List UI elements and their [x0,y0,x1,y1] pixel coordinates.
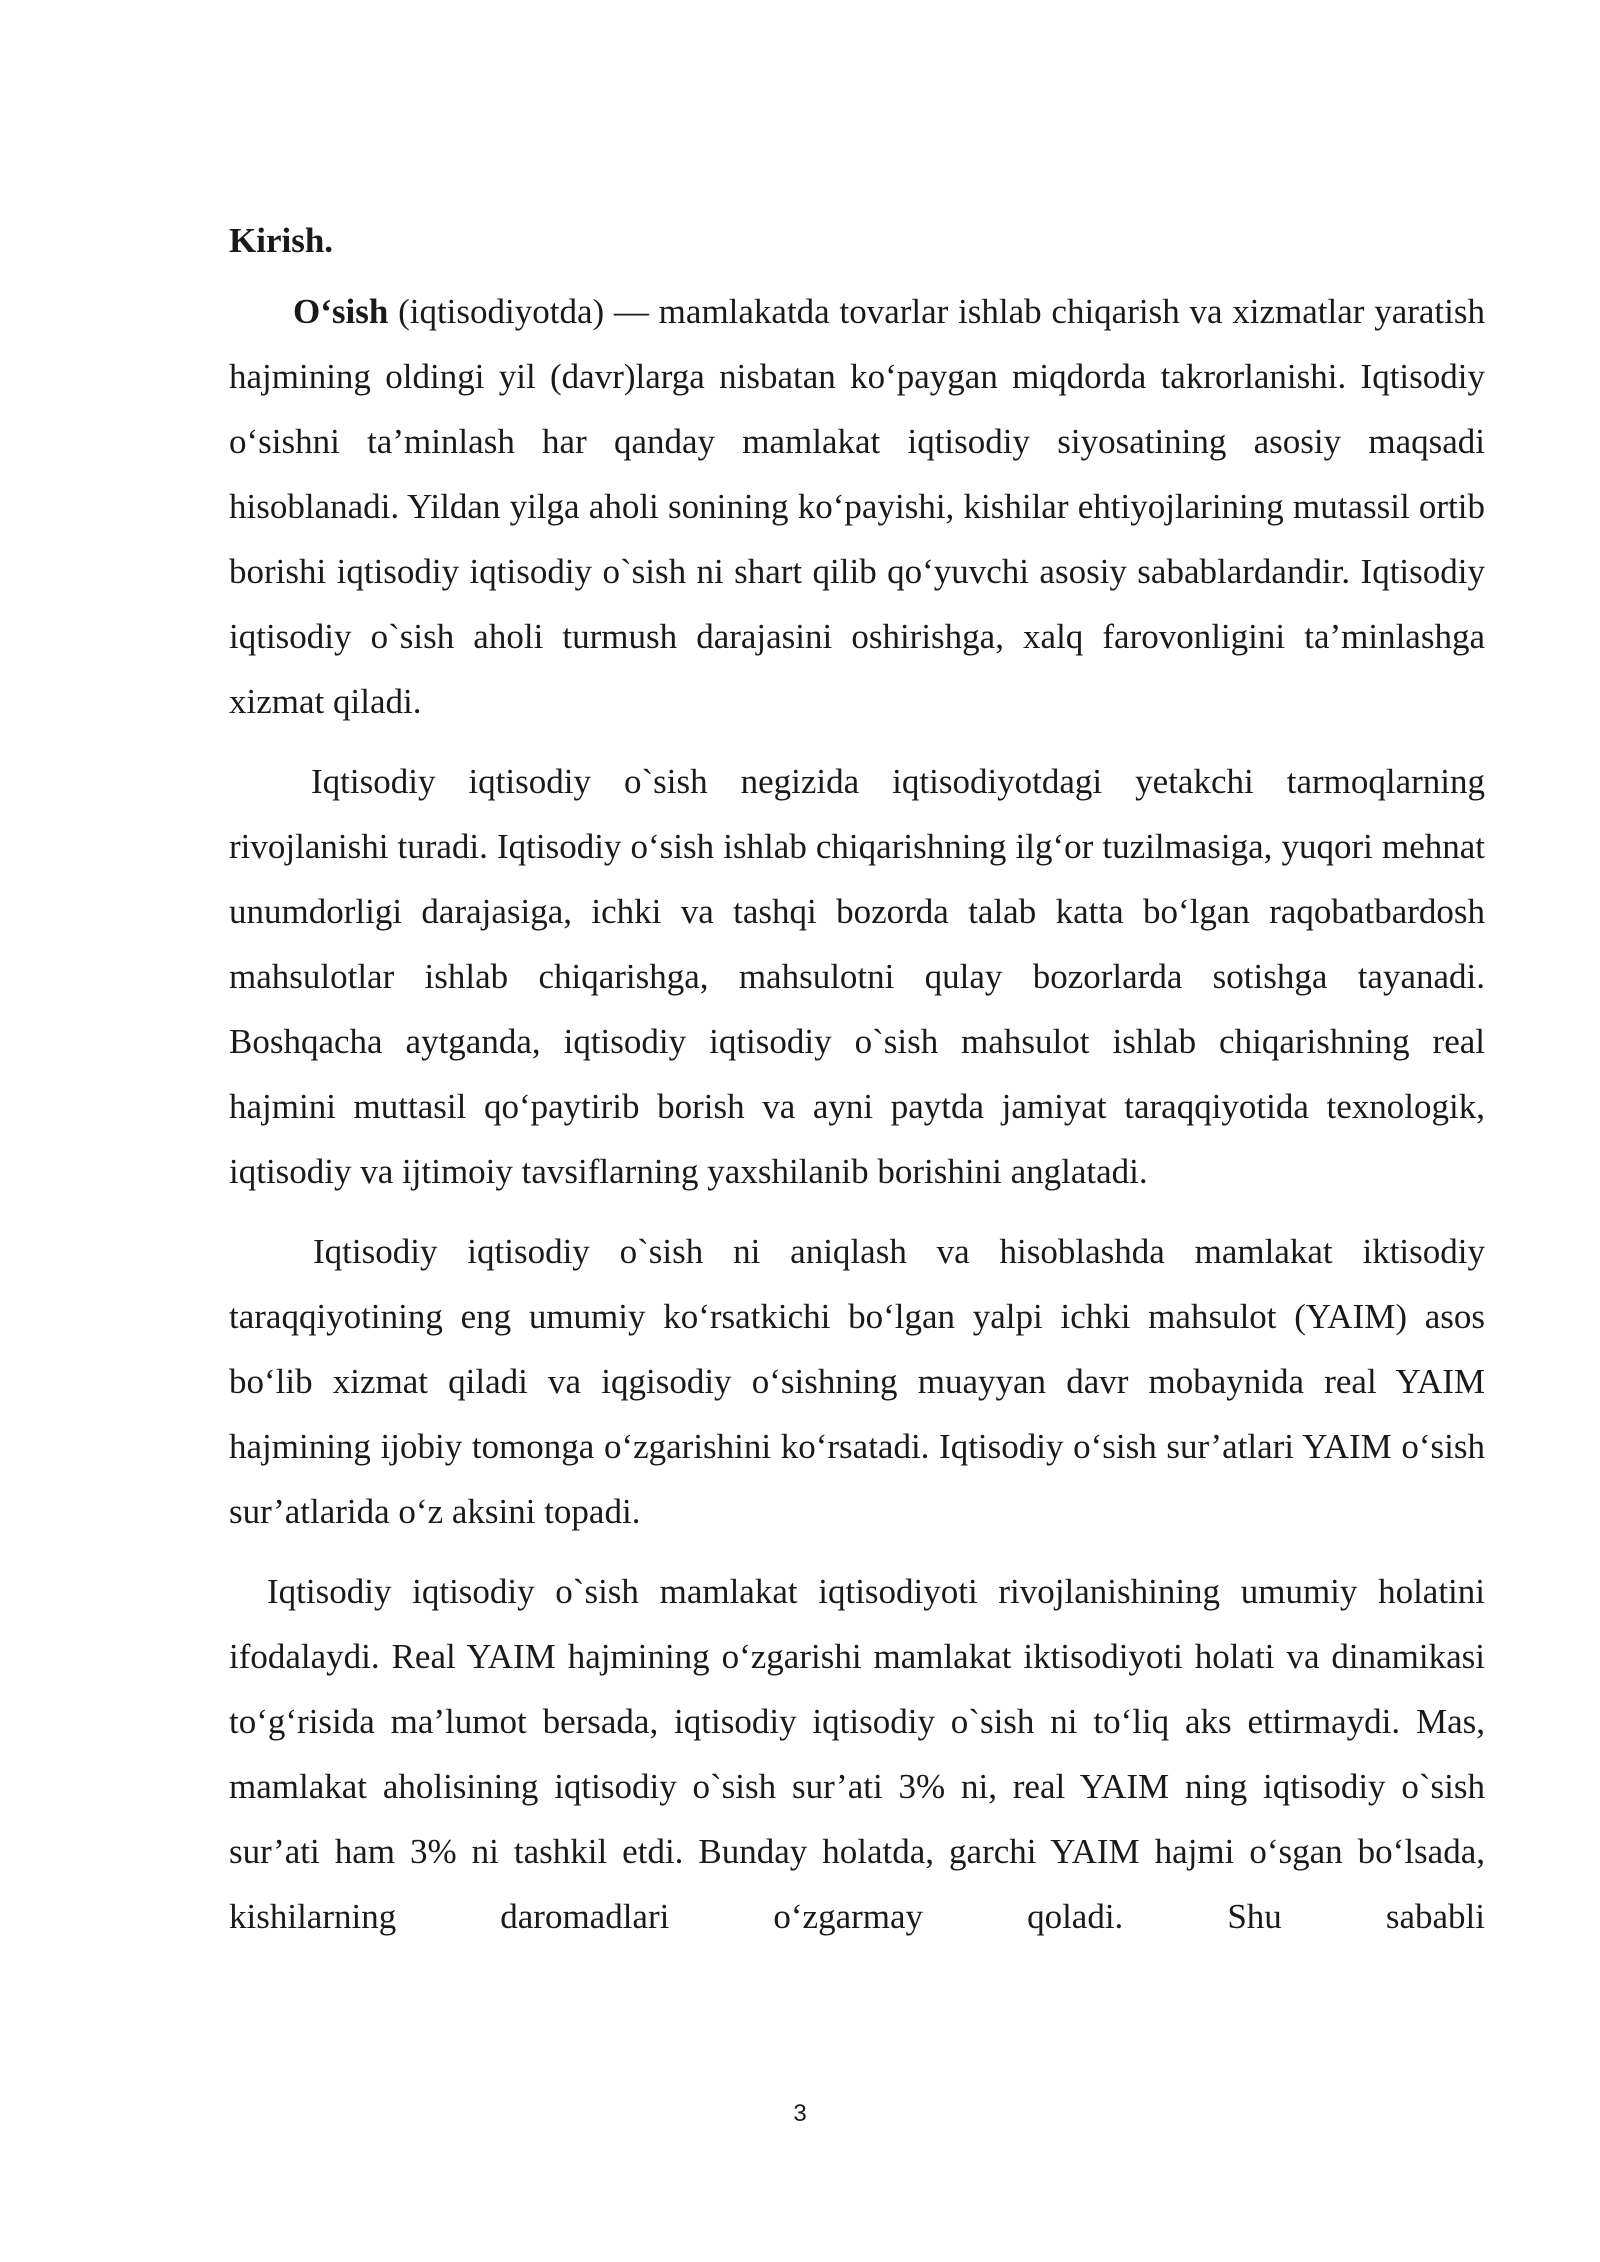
paragraph-definition [229,279,1485,734]
paragraph-growth-basis: Iqtisodiy iqtisodiy o`sish negizida iqtisodiyotdagi yetakchi tarmoqlarning rivojlanishi turadi. Iqtisodiy o‘sish ishlab chiqarishning ilg‘or tuzilmasiga, yuqori mehnat unumdorligi darajasiga, ichki va tashqi bozorda talab katta bo‘lgan raqobatbardosh mahsulotlar ishlab chiqarishga, mahsulotni qulay bozorlarda sotishga tayanadi. Boshqacha aytganda, iqtisodiy iqtisodiy o`sish mahsulot ishlab chiqarishning real hajmini muttasil qo‘paytirib borish va ayni paytda jamiyat taraqqiyotida texnologik, iqtisodiy va ijtimoiy tavsiflarning yaxshilanib borishini anglatadi. [229,762,1485,1191]
paragraph-text: (iqtisodiyotda) — mamlakatda tovarlar ishlab chiqarish va xizmatlar yaratish hajmining oldingi yil (davr)larga nisbatan ko‘paygan miqdorda takrorlanishi. Iqtisodiy o‘sishni ta’minlash har qanday mamlakat iqtisodiy siyosatining asosiy maqsadi hisoblanadi. Yildan yilga aholi sonining ko‘payishi, kishilar ehtiyojlarining mutassil ortib borishi iqtisodiy iqtisodiy o`sish ni shart qilib qo‘yuvchi asosiy sabablardandir. Iqtisodiy iqtisodiy o`sish aholi turmush darajasini oshirishga, xalq farovonligini ta’minlashga xizmat qiladi. [229,292,1485,721]
paragraph-gdp-measure: Iqtisodiy iqtisodiy o`sish ni aniqlash va hisoblashda mamlakat iktisodiy taraqqiyotining eng umumiy ko‘rsatkichi bo‘lgan yalpi ichki mahsulot (YAIM) asos bo‘lib xizmat qiladi va iqgisodiy o‘sishning muayyan davr mobaynida real YAIM hajmining ijobiy tomonga o‘zgarishini ko‘rsatadi. Iqtisodiy o‘sish sur’atlari YAIM o‘sish sur’atlarida o‘z aksini topadi. [229,1232,1485,1531]
page-body [229,214,1485,1949]
page-number: 3 [793,2100,807,2127]
paragraph-general-state: Iqtisodiy iqtisodiy o`sish mamlakat iqtisodiyoti rivojlanishining umumiy holatini ifodalaydi. Real YAIM hajmining o‘zgarishi mamlakat iktisodiyoti holati va dinamikasi to‘g‘risida ma’lumot bersada, iqtisodiy iqtisodiy o`sish ni to‘liq aks ettirmaydi. Mas, mamlakat aholisining iqtisodiy o`sish sur’ati 3% ni, real YAIM ning iqtisodiy o`sish sur’ati ham 3% ni tashkil etdi. Bunday holatda, garchi YAIM hajmi o‘sgan bo‘lsada, kishilarning daromadlari o‘zgarmay qoladi. Shu sababli [229,1572,1485,1936]
section-heading: Kirish. [229,221,334,260]
defined-term: O‘sish [293,292,389,331]
